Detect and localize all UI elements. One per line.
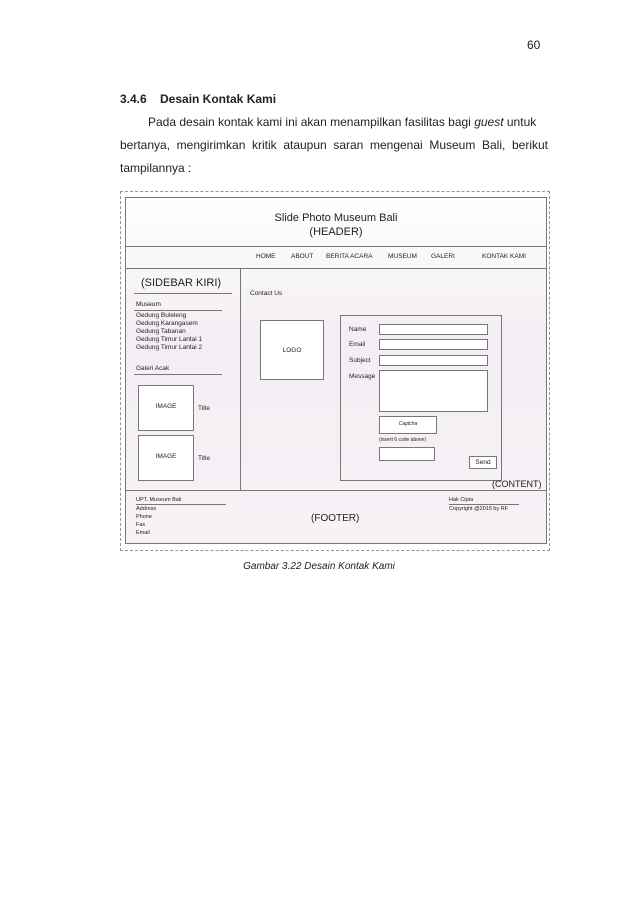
wf-sidebar-title: (SIDEBAR KIRI): [141, 277, 222, 289]
wf-footer-contact: [136, 496, 226, 537]
wf-nav-galeri: GALERI: [431, 253, 455, 260]
figure-caption: Gambar 3.22 Desain Kontak Kami: [243, 561, 395, 572]
wf-nav-berita: BERITA ACARA: [326, 253, 373, 260]
section-title: Desain Kontak Kami: [160, 92, 277, 106]
wf-header-tag: (HEADER): [309, 226, 363, 238]
paragraph-text: untuk: [503, 115, 537, 129]
wf-museum-item: Gedung Timur Lantai 1: [136, 336, 203, 343]
wf-name-input: [379, 324, 488, 335]
wf-name-label: Name: [349, 326, 367, 333]
body-paragraph: [120, 111, 548, 180]
wf-message-textarea: [379, 370, 488, 412]
wf-nav-about: ABOUT: [291, 253, 314, 260]
section-number: 3.4.6: [120, 92, 147, 106]
wf-email-label: Email: [349, 341, 366, 348]
wf-logo-box: [260, 320, 324, 380]
wf-header-title: Slide Photo Museum Bali: [274, 212, 398, 224]
wf-museum-heading: Museum: [136, 301, 161, 308]
wf-subject-label: Subject: [349, 357, 371, 364]
wf-footer-detail: Address: [136, 506, 157, 512]
paragraph-emphasis: guest: [474, 115, 504, 129]
paragraph-line-1: [120, 111, 548, 134]
wf-museum-item: Gedung Tabanan: [136, 328, 186, 335]
wf-image-label: IMAGE: [155, 453, 177, 460]
wf-footer-rights-label: Hak Cipta: [449, 496, 519, 505]
divider: [134, 293, 232, 294]
wf-sidebar: [126, 269, 241, 490]
divider: [134, 374, 222, 375]
wf-footer-copyright: Copyright @2015 by RF: [449, 506, 509, 512]
wf-nav-kontak: KONTAK KAMI: [482, 253, 526, 260]
wf-footer-org: UPT. Museum Bali: [136, 496, 226, 505]
wf-nav: [126, 246, 546, 269]
paragraph-line-3: tampilannya :: [120, 161, 192, 175]
section-heading: [120, 92, 276, 106]
wf-content-tag: (CONTENT): [492, 479, 542, 489]
wireframe-figure: [120, 191, 550, 551]
wf-footer-detail: Email: [136, 530, 150, 536]
wf-galeri-heading: Galeri Acak: [136, 365, 170, 372]
wf-send-button: Send: [469, 456, 497, 469]
wf-subject-input: [379, 355, 488, 366]
wf-captcha-hint: (insert 6 code above): [379, 437, 426, 443]
wf-nav-home: HOME: [256, 253, 276, 260]
divider: [134, 310, 222, 311]
wf-image-label: IMAGE: [155, 403, 177, 410]
wf-footer: [126, 490, 546, 544]
wf-logo-label: LOGO: [282, 347, 302, 354]
wf-museum-list: [136, 312, 202, 352]
wf-contact-form: [340, 315, 502, 481]
wf-message-label: Message: [349, 373, 376, 380]
wf-email-input: [379, 339, 488, 350]
page-number: 60: [527, 38, 541, 52]
wf-header: [126, 198, 546, 247]
wf-image-box: [138, 435, 194, 481]
wf-image-box: [138, 385, 194, 431]
wf-museum-item: Gedung Karangasem: [136, 320, 198, 327]
paragraph-text: Pada desain kontak kami ini akan menampilkan fasilitas bagi: [148, 115, 475, 129]
paragraph-line-2: bertanya, mengirimkan kritik ataupun saran mengenai Museum Bali, berikut: [120, 138, 548, 152]
wf-footer-detail: Phone: [136, 514, 152, 520]
wf-image-title: Title: [198, 405, 211, 412]
wf-image-title: Title: [198, 455, 211, 462]
wf-captcha-text: Captcha: [398, 421, 418, 427]
wf-museum-item: Gedung Timur Lantai 2: [136, 344, 203, 351]
wf-footer-rights: [449, 496, 519, 513]
wireframe: [125, 197, 547, 544]
wf-captcha-input: [379, 447, 435, 461]
wf-museum-item: Gedung Buleleng: [136, 312, 187, 319]
wf-footer-tag: (FOOTER): [311, 513, 360, 524]
wf-captcha-box: [379, 416, 437, 434]
wf-footer-detail: Fax: [136, 522, 146, 528]
wf-nav-museum: MUSEUM: [388, 253, 417, 260]
wf-contact-heading: Contact Us: [250, 290, 283, 297]
